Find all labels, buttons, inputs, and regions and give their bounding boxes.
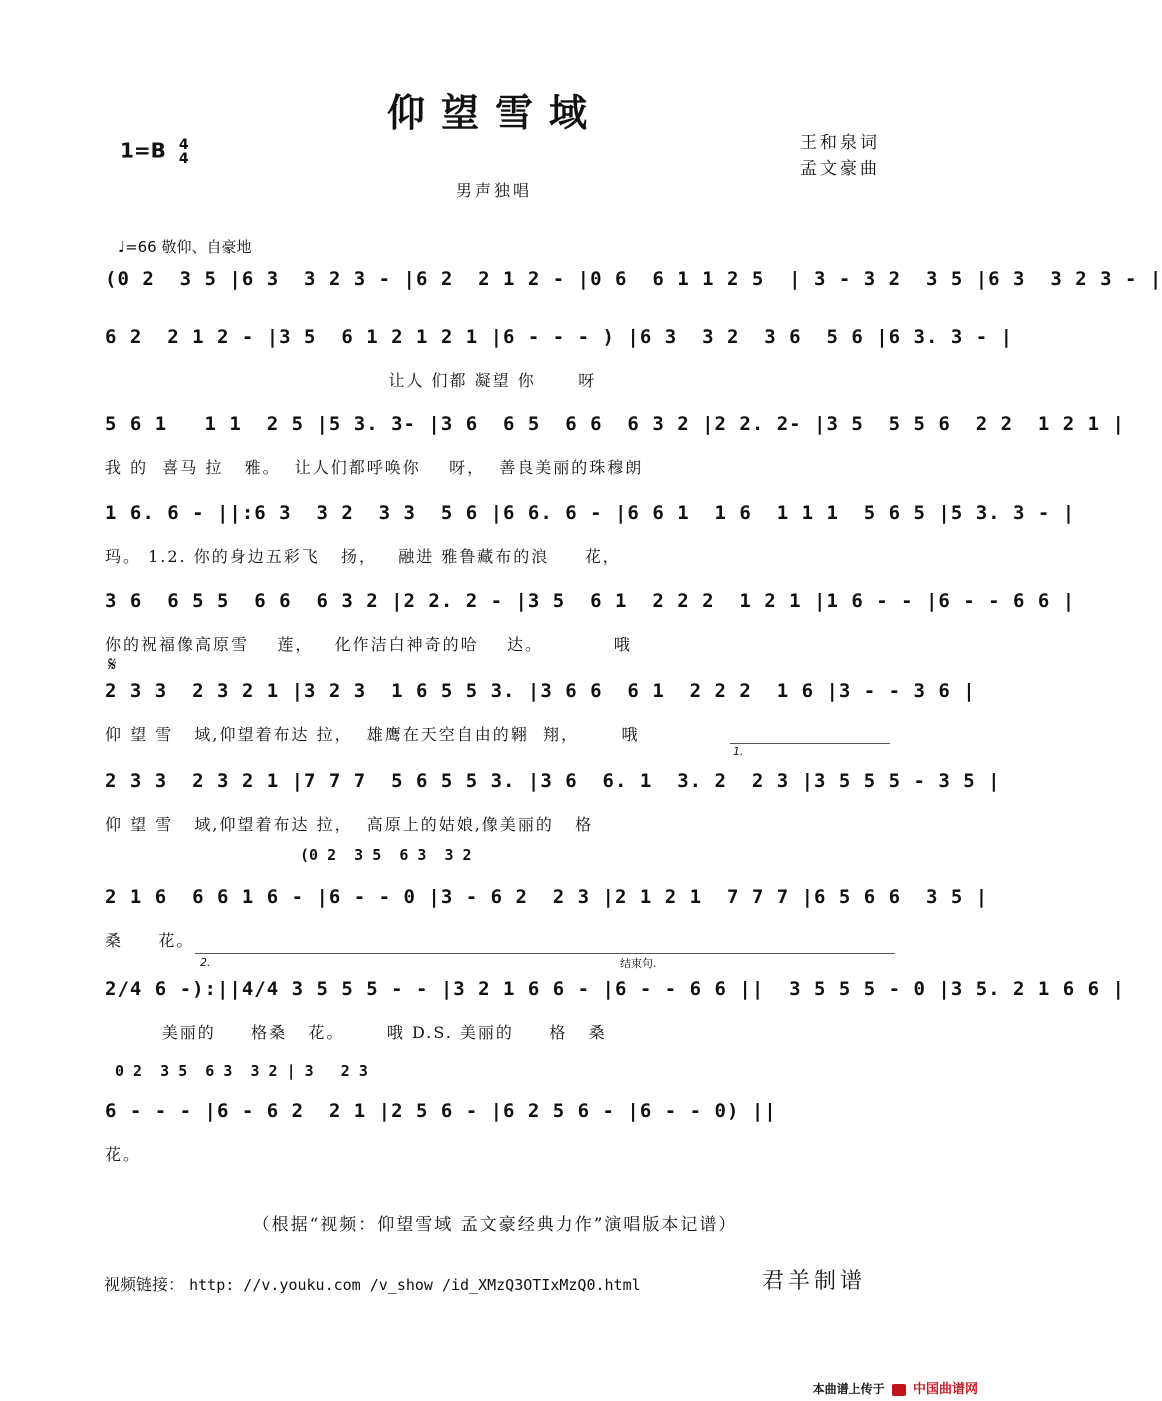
lyric: 仰 望 雪 域,仰望着布达 拉， 高原上的姑娘,像美丽的 格: [105, 815, 594, 834]
volta-ending: 结束句.: [620, 957, 657, 970]
cue-notes-1: (0 2 3 5 6 3 3 2: [300, 846, 472, 864]
key-label: 1=B: [120, 138, 166, 163]
lyric: 玛。 1.2. 你的身边五彩飞 扬， 融进 雅鲁藏布的浪 花，: [105, 547, 621, 566]
notes: 2/4 6 -):||4/4 3 5 5 5 - - |3 2 1 6 6 - |6 - - 6 6 || 3 5 5 5 - 0 |3 5. 2 1 6 6 |: [105, 978, 1125, 1000]
score-title: 仰望雪域: [386, 90, 603, 135]
notes: 1 6. 6 - ||:6 3 3 2 3 3 5 6 |6 6. 6 - |6 6 1 1 6 1 1 1 5 6 5 |5 3. 3 - |: [105, 502, 1076, 524]
lyric: 花。: [105, 1145, 142, 1164]
lyric: 我 的 喜马 拉 雅。 让人们都呼唤你 呀， 善良美丽的珠穆朗: [105, 458, 644, 477]
video-link-label: 视频链接：: [104, 1275, 185, 1294]
time-signature: [179, 138, 189, 166]
staff-line-4: [0, 502, 1076, 582]
lyric: 桑 花。: [105, 931, 195, 950]
composer: 孟文豪曲: [800, 159, 880, 179]
notes: 5 6 1 1 1 2 5 |5 3. 3- |3 6 6 5 6 6 6 3 2 |2 2. 2- |3 5 5 5 6 2 2 1 2 1 |: [105, 413, 1125, 435]
site-logo-icon: [892, 1384, 906, 1396]
staff-line-10: [0, 1100, 990, 1180]
upload-credit: [813, 1378, 978, 1397]
staff-line-8: [0, 886, 990, 966]
lyric: 让人 们都 凝望 你 呀: [105, 371, 597, 390]
staff-line-7: [0, 770, 1001, 850]
lyric: 仰 望 雪 域,仰望着布达 拉， 雄鹰在天空自由的翱 翔， 哦: [105, 725, 640, 744]
staff-line-9: [0, 978, 1125, 1058]
notes: 6 - - - |6 - 6 2 2 1 |2 5 6 - |6 2 5 6 - |6 - - 0) ||: [105, 1100, 777, 1122]
volta-1: 1.: [733, 745, 744, 758]
cue-notes-2: 0 2 3 5 6 3 3 2 | 3 2 3: [115, 1062, 368, 1080]
time-bottom: 4: [178, 151, 189, 167]
staff-line-6: [0, 680, 990, 760]
notes: 2 3 3 2 3 2 1 |7 7 7 5 6 5 5 3. |3 6 6. 1 3. 2 2 3 |3 5 5 5 - 3 5 |: [105, 770, 1001, 792]
notes: 2 3 3 2 3 2 1 |3 2 3 1 6 5 5 3. |3 6 6 6 1 2 2 2 1 6 |3 - - 3 6 |: [105, 680, 976, 702]
transcriber-signature: 君羊制谱: [762, 1269, 867, 1294]
video-link-url[interactable]: http: //v.youku.com /v_show /id_XMzQ3OTIxMzQ0.html: [189, 1276, 641, 1294]
staff-line-2: [0, 326, 1014, 406]
transcription-note: （根据“视频：仰望雪域 孟文豪经典力作”演唱版本记谱）: [252, 1215, 738, 1235]
notes: (0 2 3 5 |6 3 3 2 3 - |6 2 2 1 2 - |0 6 6 1 1 2 5 | 3 - 3 2 3 5 |6 3 3 2 3 - |: [105, 268, 1162, 290]
staff-line-3: [0, 413, 1125, 493]
video-link: [104, 1272, 641, 1295]
lyric: 美丽的 格桑 花。 哦 D.S. 美丽的 格 桑: [105, 1023, 607, 1042]
site-brand[interactable]: 中国曲谱网: [912, 1382, 978, 1397]
volta-2: 2.: [200, 956, 211, 969]
lyricist: 王和泉词: [800, 133, 880, 153]
staff-line-5: [0, 590, 1076, 670]
lyric: 你的祝福像高原雪 莲， 化作洁白神奇的哈 达。 哦: [105, 635, 632, 654]
time-top: 4: [178, 137, 189, 153]
key-signature: [120, 138, 189, 166]
segno-sign: 𝄋: [108, 652, 117, 676]
notes: 2 1 6 6 6 1 6 - |6 - - 0 |3 - 6 2 2 3 |2 1 2 1 7 7 7 |6 5 6 6 3 5 |: [105, 886, 989, 908]
tempo-marking: ♩=66 敬仰、自豪地: [118, 238, 252, 256]
upload-text: 本曲谱上传于: [812, 1382, 885, 1396]
performance-type: 男声独唱: [456, 181, 533, 200]
notes: 3 6 6 5 5 6 6 6 3 2 |2 2. 2 - |3 5 6 1 2 2 2 1 2 1 |1 6 - - |6 - - 6 6 |: [105, 590, 1076, 612]
notes: 6 2 2 1 2 - |3 5 6 1 2 1 2 1 |6 - - - ) |6 3 3 2 3 6 5 6 |6 3. 3 - |: [105, 326, 1014, 348]
